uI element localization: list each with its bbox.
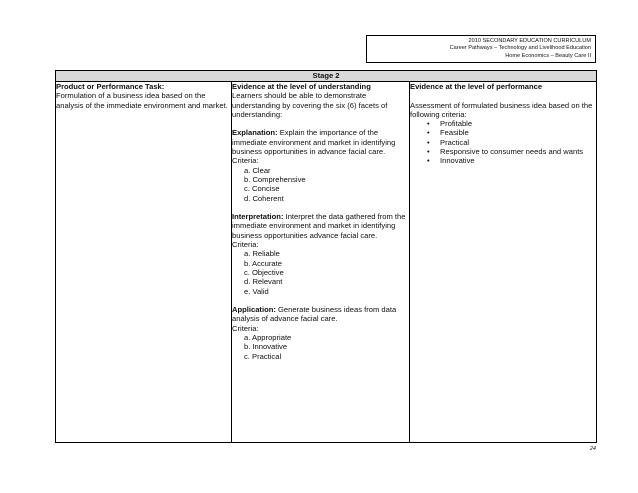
- application-criteria-label: Criteria:: [232, 323, 259, 333]
- explanation-criteria-list: [232, 166, 409, 203]
- list-item: • Feasible: [427, 128, 469, 138]
- list-item: c. Objective: [244, 267, 284, 277]
- list-item: • Profitable: [427, 119, 473, 129]
- stage-header-row: [56, 71, 597, 82]
- stage-content-row: [56, 82, 597, 443]
- application-block: [232, 305, 409, 324]
- explanation-label: Explanation:: [232, 128, 278, 138]
- application-text: Generate business ideas from data analysis of advance facial care.: [232, 305, 397, 324]
- interpretation-text: Interpret the data gathered from the immediate environment and market in identifying business opportunities advance facial care.: [232, 212, 406, 240]
- list-item: a. Clear: [244, 165, 271, 175]
- list-item: • Practical: [427, 137, 470, 147]
- header-line-1: 2010 SECONDARY EDUCATION CURRICULUM: [468, 38, 591, 44]
- list-item: c. Practical: [244, 351, 282, 361]
- performance-heading: Evidence at the level of performance: [410, 82, 543, 91]
- bullet-icon: •: [427, 156, 430, 166]
- explanation-text: Explain the importance of the immediate environment and market in identifying business opportunities in advance facial care.: [232, 128, 396, 157]
- understanding-heading: Evidence at the level of understanding: [232, 82, 371, 91]
- bullet-icon: •: [427, 147, 430, 157]
- list-item: b. Innovative: [244, 342, 288, 352]
- list-item: d. Coherent: [244, 193, 284, 203]
- list-item: a. Appropriate: [244, 333, 292, 343]
- list-item: e. Valid: [244, 286, 269, 296]
- list-item: d. Relevant: [244, 277, 283, 287]
- understanding-cell: [232, 82, 410, 443]
- list-item: • Responsive to consumer needs and wants: [427, 147, 584, 157]
- interpretation-criteria-list: [232, 249, 409, 295]
- application-criteria-list: [232, 333, 409, 361]
- product-task-text: Formulation of a business idea based on the analysis of the immediate environment and market.: [56, 91, 228, 110]
- page-number: 24: [589, 446, 596, 452]
- explanation-criteria-label: Criteria:: [232, 156, 259, 166]
- explanation-block: [232, 128, 409, 156]
- bullet-icon: •: [427, 128, 430, 138]
- interpretation-label: Interpretation:: [232, 212, 284, 222]
- curriculum-header: [366, 35, 596, 63]
- stage-table: [55, 70, 597, 443]
- performance-cell: [410, 82, 597, 443]
- header-line-3: Home Economics – Beauty Care II: [505, 52, 591, 59]
- stage-title: Stage 2: [56, 71, 597, 82]
- header-line-2: Career Pathways – Technology and Livelihood Education: [449, 45, 591, 52]
- list-item: • Innovative: [427, 156, 475, 166]
- interpretation-criteria-label: Criteria:: [232, 240, 259, 250]
- list-item: b. Accurate: [244, 258, 282, 268]
- list-item: c. Concise: [244, 184, 280, 194]
- list-item: a. Reliable: [244, 249, 280, 259]
- performance-criteria-list: [410, 119, 596, 165]
- list-item: b. Comprehensive: [244, 174, 306, 184]
- understanding-intro: Learners should be able to demonstrate understanding by covering the six (6) facets of understanding:: [232, 91, 388, 119]
- interpretation-block: [232, 212, 409, 240]
- product-task-cell: [56, 82, 232, 443]
- bullet-icon: •: [427, 137, 430, 147]
- product-task-heading: Product or Performance Task:: [56, 82, 165, 91]
- performance-intro: Assessment of formulated business idea based on the following criteria:: [410, 100, 593, 119]
- bullet-icon: •: [427, 119, 430, 129]
- application-label: Application:: [232, 305, 276, 315]
